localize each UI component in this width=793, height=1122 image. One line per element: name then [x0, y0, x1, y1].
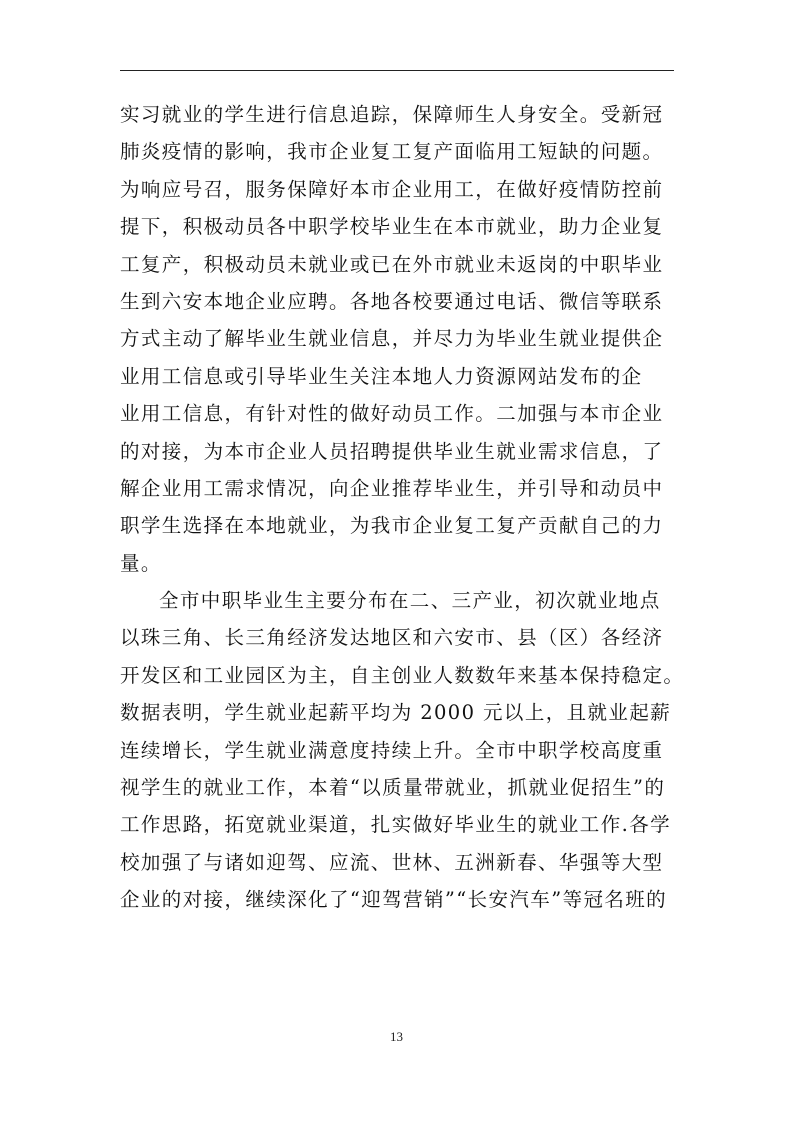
text-line: 视学生的就业工作，本着“以质量带就业，抓就业促招生”的 — [120, 776, 666, 800]
text-line: 开发区和工业园区为主，自主创业人数数年来基本保持稳定。 — [120, 663, 685, 687]
header-rule — [120, 70, 674, 71]
text-line: 职学生选择在本地就业，为我市企业复工复产贡献自己的力 — [120, 514, 664, 538]
text-line: 实习就业的学生进行信息追踪，保障师生人身安全。受新冠 — [120, 103, 664, 126]
text-line: 肺炎疫情的影响，我市企业复工复产面临用工短缺的问题。 — [120, 140, 664, 164]
text-line: 业用工信息，有针对性的做好动员工作。二加强与本市企业 — [120, 402, 664, 426]
text-line: 解企业用工需求情况，向企业推荐毕业生，并引导和动员中 — [120, 476, 664, 500]
text-line: 工作思路，拓宽就业渠道，扎实做好毕业生的就业工作.各学 — [120, 813, 671, 837]
text-line: 业用工信息或引导毕业生关注本地人力资源网站发布的企 — [120, 364, 643, 388]
text-line: 生到六安本地企业应聘。各地各校要通过电话、微信等联系 — [120, 289, 664, 313]
text-line: 方式主动了解毕业生就业信息，并尽力为毕业生就业提供企 — [120, 327, 664, 351]
text-line: 量。 — [120, 551, 162, 575]
text-line: 数据表明，学生就业起薪平均为 2000 元以上，且就业起薪 — [120, 701, 672, 725]
text-line: 提下，积极动员各中职学校毕业生在本市就业，助力企业复 — [120, 215, 664, 239]
text-line: 企业的对接，继续深化了“迎驾营销”“长安汽车”等冠名班的 — [120, 888, 668, 912]
text-line: 为响应号召，服务保障好本市企业用工，在做好疫情防控前 — [120, 177, 664, 201]
body-text — [120, 96, 685, 919]
text-line: 工复产，积极动员未就业或已在外市就业未返岗的中职毕业 — [120, 252, 664, 276]
text-line: 校加强了与诸如迎驾、应流、世林、五洲新春、华强等大型 — [120, 850, 664, 874]
text-line: 的对接，为本市企业人员招聘提供毕业生就业需求信息，了 — [120, 439, 664, 463]
page-number: 13 — [390, 1029, 403, 1044]
text-line: 以珠三角、长三角经济发达地区和六安市、县（区）各经济 — [120, 626, 664, 650]
text-line: 连续增长，学生就业满意度持续上升。全市中职学校高度重 — [120, 738, 664, 762]
paragraph-first-line: 全市中职毕业生主要分布在二、三产业，初次就业地点 — [159, 589, 661, 613]
